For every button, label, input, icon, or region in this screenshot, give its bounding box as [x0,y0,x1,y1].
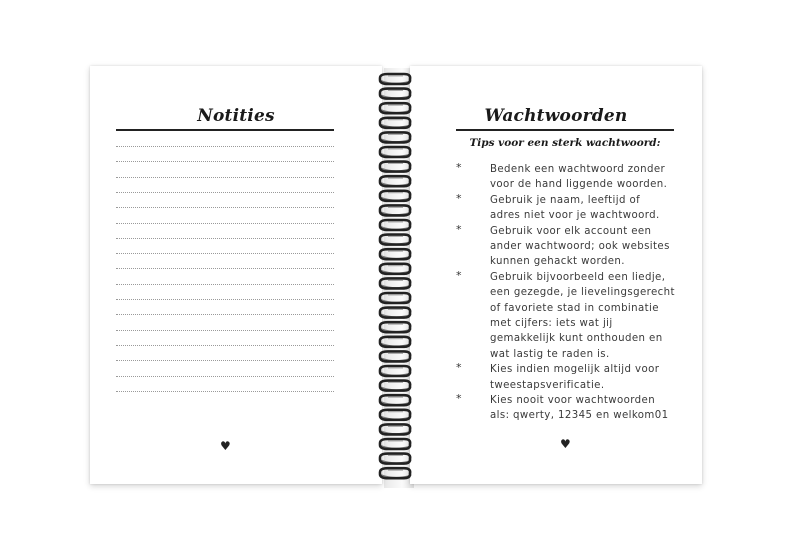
tip-text-line: als: qwerty, 12345 en welkom01 [490,410,669,422]
page-title-notities: Notities [197,106,275,126]
writing-line [116,376,334,377]
tip-text-line: Kies indien mogelijk altijd voor [490,364,660,376]
spiral-coil [380,74,410,84]
writing-line [116,177,334,178]
bullet-star-icon: * [456,268,462,282]
writing-line [116,268,334,269]
tip-text-line: een gezegde, je lievelingsgerecht [490,287,675,299]
writing-line [116,238,334,239]
spiral-coil [380,381,410,391]
heart-icon: ♥ [220,439,231,453]
heart-icon: ♥ [560,437,571,451]
bullet-star-icon: * [456,222,462,236]
tip-text-line: of favoriete stad in combinatie [490,302,659,314]
tip-text-line: tweestapsverificatie. [490,379,605,391]
writing-line [116,146,334,147]
writing-line [116,330,334,331]
writing-line [116,299,334,300]
tip-text-line: Gebruik je naam, leeftijd of [490,194,641,206]
spiral-coil [380,249,410,259]
spiral-coil [380,132,410,142]
spiral-coil [380,424,410,434]
spiral-coil [380,118,410,128]
spiral-coil [380,293,410,303]
tip-text-line: wat lastig te raden is. [490,348,610,360]
writing-line [116,284,334,285]
spiral-coil [380,395,410,405]
spiral-coil [380,176,410,186]
spiral-coil [380,366,410,376]
writing-line [116,161,334,162]
tip-text-line: kunnen gehackt worden. [490,256,625,268]
spiral-coil [380,454,410,464]
spiral-coil [380,89,410,99]
writing-line [116,314,334,315]
spiral-coil [380,337,410,347]
spiral-coil [380,205,410,215]
tip-text-line: Kies nooit voor wachtwoorden [490,395,656,406]
tip-text-line: adres niet voor je wachtwoord. [490,210,660,222]
spiral-coil [380,220,410,230]
bullet-star-icon: * [456,161,462,174]
bullet-star-icon: * [456,392,462,405]
tip-text-line: ander wachtwoord; ook websites [490,241,670,252]
spiral-coil [380,308,410,318]
spiral-coil [380,103,410,113]
title-underline [116,129,334,131]
tip-text-line: Gebruik bijvoorbeeld een liedje, [490,271,666,283]
spiral-coil [380,162,410,172]
writing-line [116,192,334,193]
title-underline [456,129,674,131]
spiral-coil [380,278,410,288]
page-title-wachtwoorden: Wachtwoorden [484,106,628,126]
tip-text-line: gemakkelijk kunt onthouden en [490,333,663,345]
tips-subheading: Tips voor een sterk wachtwoord: [469,137,661,149]
tip-text-line: met cijfers: iets wat jij [490,318,613,329]
left-page-notities [90,66,382,484]
spiral-coil [380,235,410,245]
bullet-star-icon: * [456,361,462,375]
writing-line [116,207,334,208]
writing-line [116,391,334,392]
writing-line [116,360,334,361]
spiral-binding [376,68,414,488]
bullet-star-icon: * [456,191,462,205]
tip-text-line: voor de hand liggende woorden. [490,179,668,191]
right-page-wachtwoorden [410,66,702,484]
spiral-coil [380,351,410,361]
spiral-coil [380,264,410,274]
tip-text-line: Gebruik voor elk account een [490,225,652,237]
writing-line [116,345,334,346]
spiral-coil [380,147,410,157]
spiral-coil [380,410,410,420]
spiral-coil [380,322,410,332]
tip-text-line: Bedenk een wachtwoord zonder [490,164,666,175]
spiral-coil [380,468,410,478]
spiral-coil [380,191,410,201]
writing-line [116,253,334,254]
writing-line [116,223,334,224]
spiral-coil [380,439,410,449]
